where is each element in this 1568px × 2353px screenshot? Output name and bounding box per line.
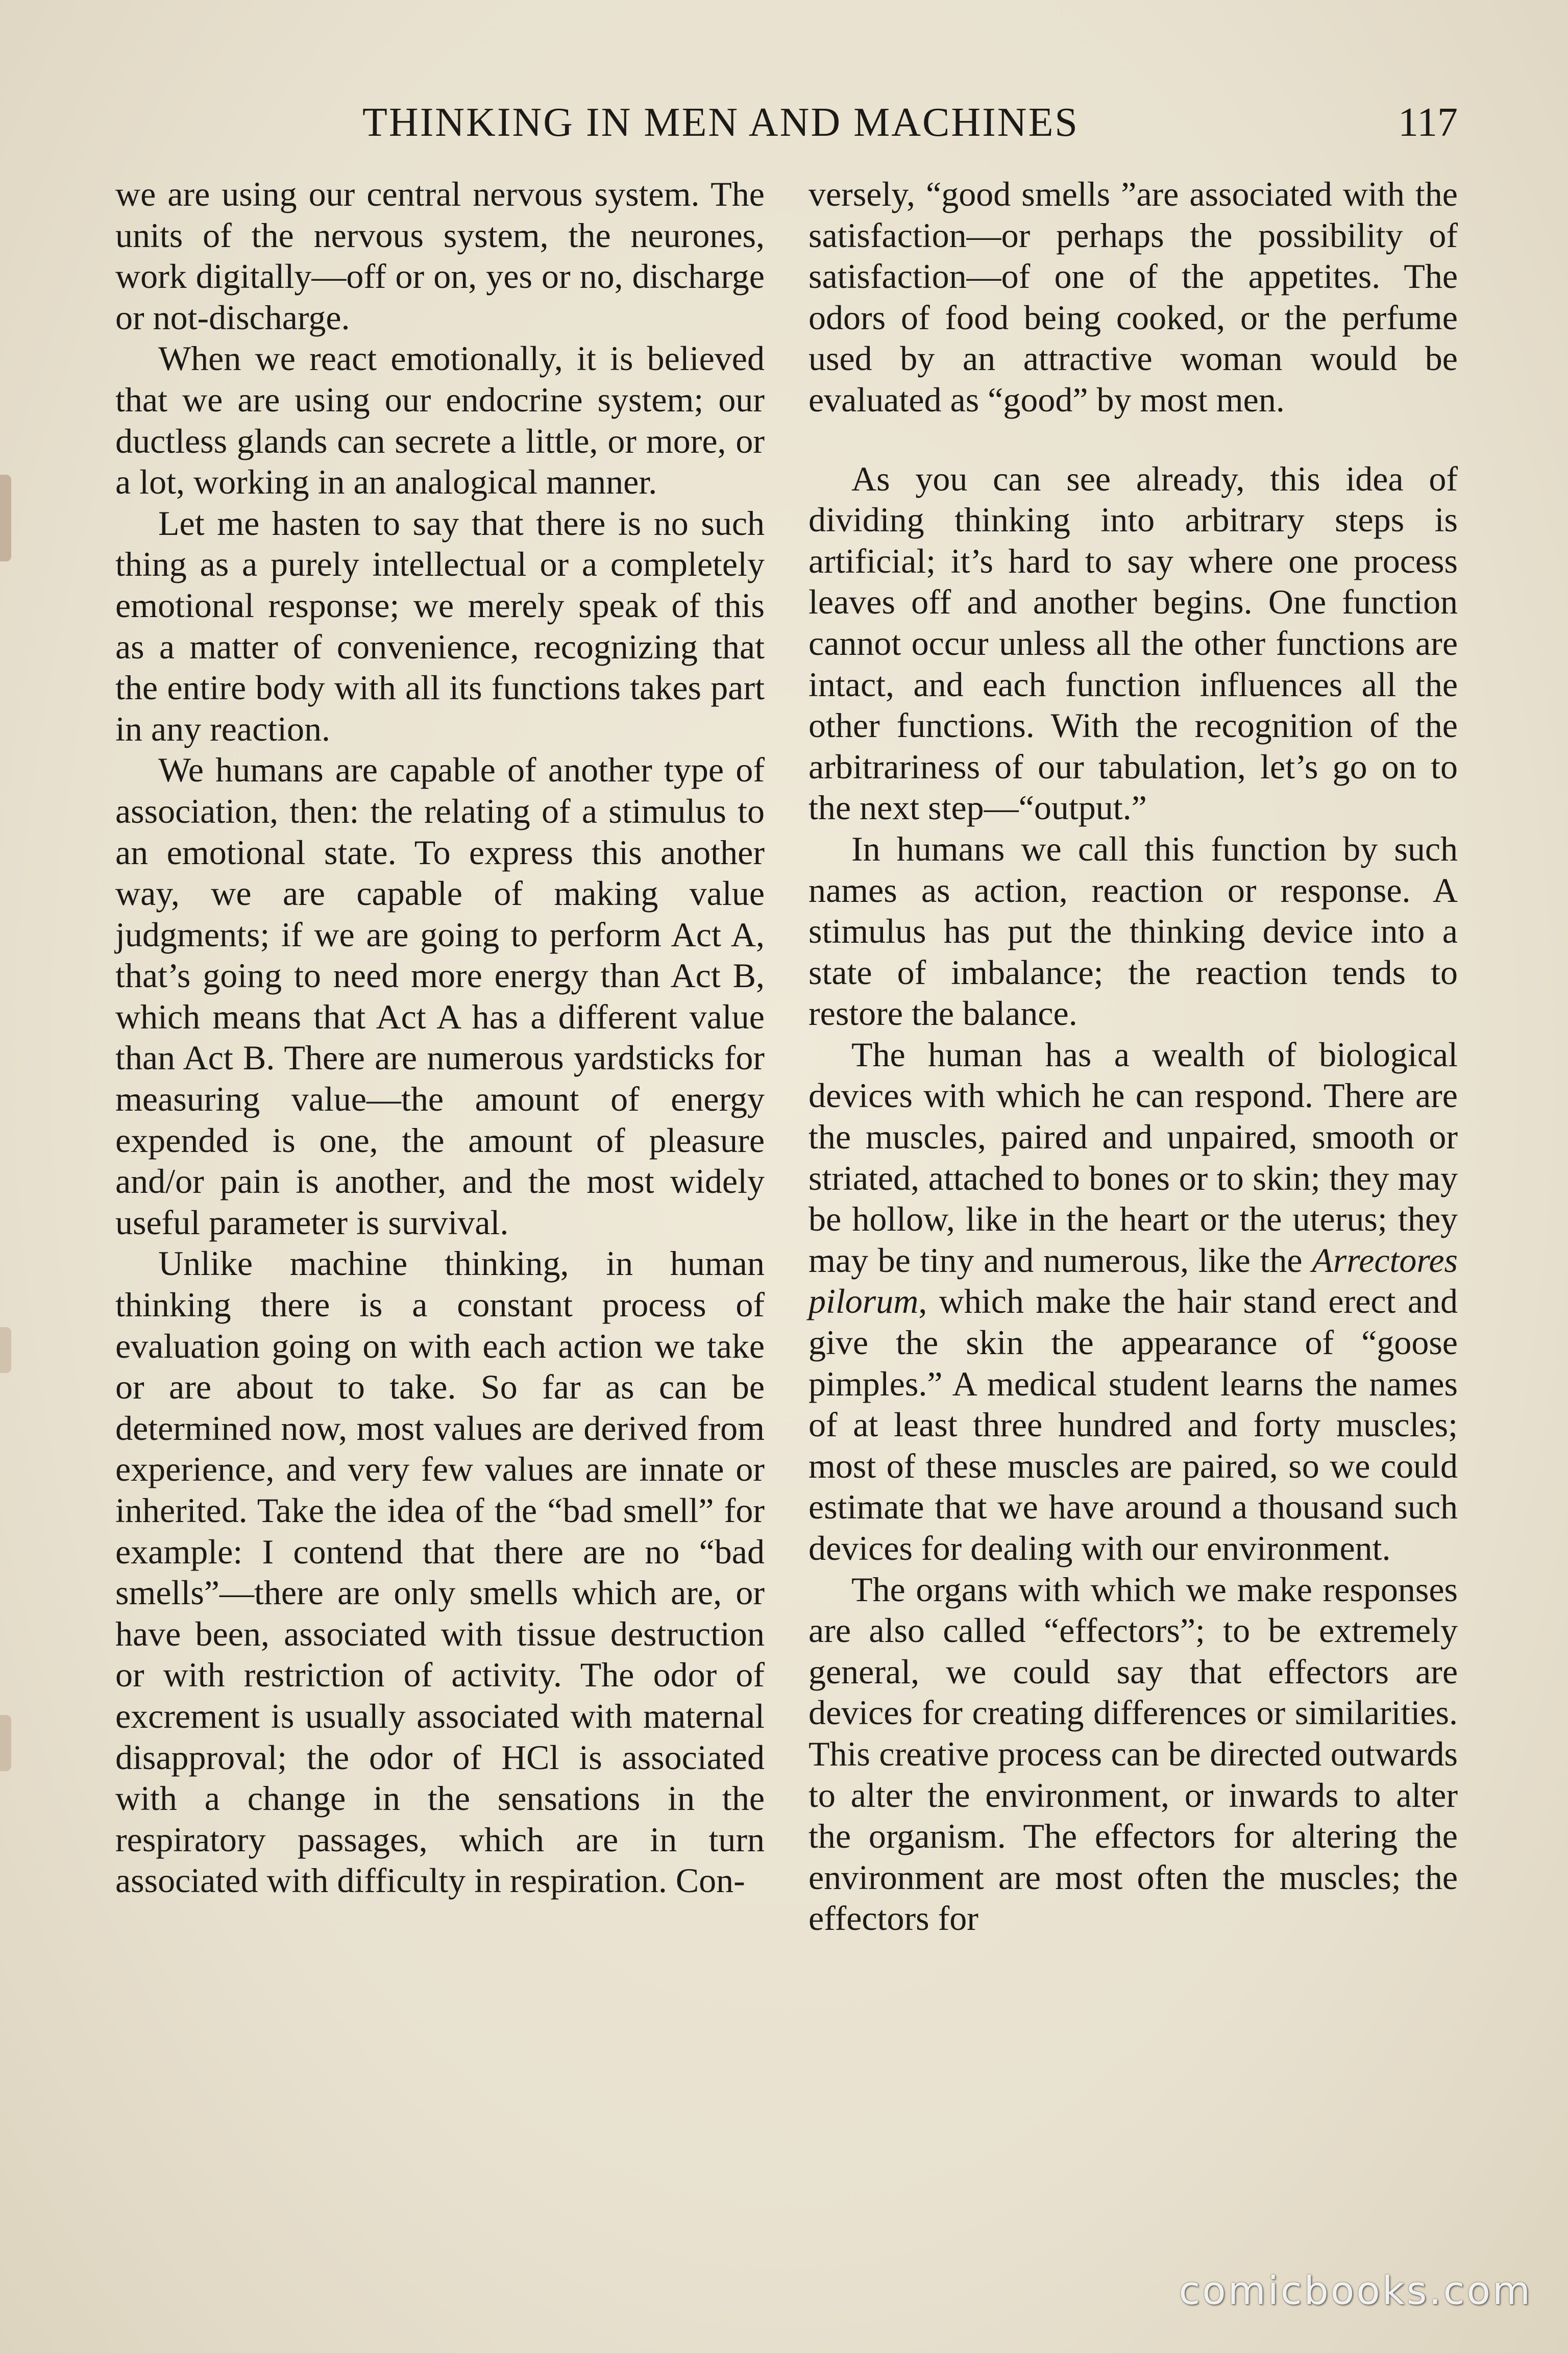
running-head: THINKING IN MEN AND MACHINES bbox=[362, 100, 1079, 145]
page-edge-stain bbox=[0, 1715, 11, 1771]
watermark: comicbooks.com bbox=[1179, 2268, 1532, 2313]
paragraph: When we react emotionally, it is believed that we are using our endocrine system; our ductless glands can secrete a little, or more, or a lot, working in an analogical manner. bbox=[115, 339, 765, 502]
paragraph-text: , which make the hair stand erect and give the skin the appearance of “goose pimples.” A medical student learns the names of at least three hundred and forty muscles; most of these muscles are paired, so we could estimate that we have around a thousand such devices for dealing with our environment. bbox=[808, 1282, 1458, 1567]
paragraph: In humans we call this function by such names as action, reaction or response. A stimulus has put the thinking device into a state of imbalance; the reaction tends to restore the balance. bbox=[808, 829, 1458, 1033]
left-column bbox=[115, 174, 765, 1901]
page-header bbox=[115, 100, 1458, 161]
paragraph bbox=[808, 1034, 1458, 1569]
paragraph: The organs with which we make responses are also called “effectors”; to be extremely general, we could say that effectors are devices for creating differences or similarities. This creative process can be directed outwards to alter the environment, or inwards to alter the organism. The effectors for altering the environment are most often the muscles; the effectors for bbox=[808, 1570, 1458, 1938]
paragraph: we are using our central nervous system. The units of the nervous system, the neurones, work digitally—off or on, yes or no, discharge or not-discharge. bbox=[115, 175, 765, 337]
paragraph: Unlike machine thinking, in human thinking there is a constant process of evaluation going on with each action we take or are about to take. So far as can be determined now, most values are derived from experience, and very few values are innate or inherited. Take the idea of the “bad smell” for example: I contend that there are no “bad smells”—there are only smells which are, or have been, associated with tissue destruction or with restriction of activity. The odor of excrement is usually associated with maternal disapproval; the odor of HCl is associated with a change in the sensations in the respiratory passages, which are in turn associated with difficulty in respiration. Con- bbox=[115, 1244, 765, 1900]
page-edge-stain bbox=[0, 1327, 11, 1373]
italic-term: Arrectores pilorum bbox=[808, 1240, 1458, 1321]
right-column bbox=[808, 174, 1458, 1939]
paragraph: Let me hasten to say that there is no such thing as a purely intellectual or a completely emotional response; we merely speak of this as a matter of convenience, recognizing that the entire body with all its functions takes part in any reaction. bbox=[115, 503, 765, 748]
page-number: 117 bbox=[1398, 100, 1458, 145]
paragraph: As you can see already, this idea of dividing thinking into arbitrary steps is artificial; it’s hard to say where one process leaves off and another begins. One function cannot occur unless all the other functions are intact, and each function influences all the other functions. With the recognition of the arbitrariness of our tabulation, let’s go on to the next step—“output.” bbox=[808, 459, 1458, 827]
page-edge-stain bbox=[0, 475, 11, 561]
paragraph-text: The human has a wealth of biological devices with which he can respond. There are the muscles, paired and unpaired, smooth or striated, attached to bones or to skin; they may be hollow, like in the heart or the uterus; they may be tiny and numerous, like the bbox=[808, 1035, 1458, 1280]
paragraph: We humans are capable of another type of association, then: the relating of a stimulus to an emotional state. To express this another way, we are capable of making value judgments; if we are going to perform Act A, that’s going to need more energy than Act B, which means that Act A has a different value than Act B. There are numerous yardsticks for measuring value—the amount of energy expended is one, the amount of pleasure and/or pain is another, and the most widely useful parameter is survival. bbox=[115, 750, 765, 1242]
paragraph: versely, “good smells ”are associated with the satisfaction—or perhaps the possibility of satisfaction—of one of the appetites. The odors of food being cooked, or the perfume used by an attractive woman would be evaluated as “good” by most men. bbox=[808, 175, 1458, 419]
